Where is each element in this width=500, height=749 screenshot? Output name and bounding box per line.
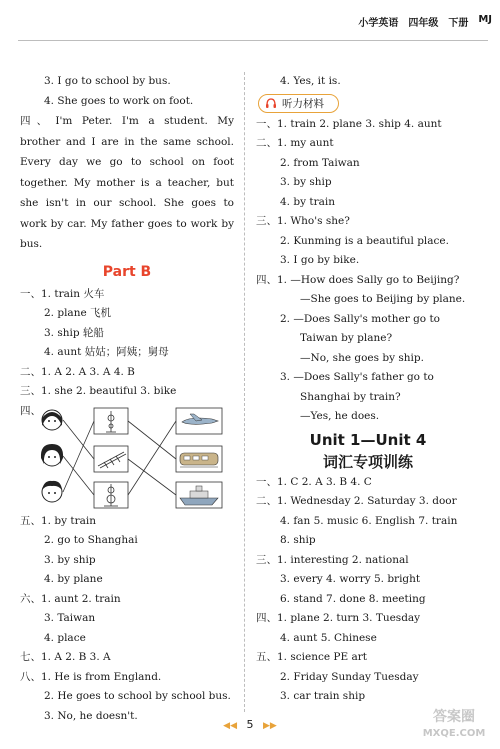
answer-line: 七、1. A 2. B 3. A [20,651,111,663]
passage-text: I'm Peter. I'm a student. My brother and I are in the same school. Every day we go to school on foot together. My mother is a teacher, but she isn't in our school. She goes to work by car. My father goes to work by bus. [20,115,234,250]
answer-line: 二、1. Wednesday 2. Saturday 3. door [256,495,457,507]
matching-svg [20,402,234,512]
answer-line: 4. Yes, it is. [280,75,341,87]
answer-line: 五、1. by train [20,514,96,527]
answer-line: 4. She goes to work on foot. [44,94,194,107]
prev-arrows-icon: ◀◀ [223,721,237,731]
answer-line: 4. fan 5. music 6. English 7. train [280,514,458,527]
boy-face-icon [42,480,62,501]
answer-line: 四、1. —How does Sally go to Beijing? [256,273,460,286]
answer-line: 2. Kunming is a beautiful place. [280,234,449,247]
answer-line: 一、1. train 2. plane 3. ship 4. aunt [256,117,442,130]
answer-line: 2. —Does Sally's mother go to [280,312,441,325]
answer-line: 二、1. my aunt [256,137,334,149]
header-subject: 小学英语 [358,18,399,29]
answer-line: 3. ship 轮船 [44,326,104,339]
answer-line: 8. ship [280,534,316,546]
answer-line: 一、1. train 火车 [20,287,105,300]
answer-line: 2. go to Shanghai [44,534,138,546]
header-bar [358,14,492,29]
answer-line: 4. by plane [44,573,103,585]
watermark-line1: 答案圈 [433,709,475,725]
answer-line: 3. by ship [44,553,96,566]
answer-line: —She goes to Beijing by plane. [300,293,466,305]
train-icon [180,453,218,467]
answer-line: 三、1. Who's she? [256,215,350,227]
answer-line: 3. I go by bike. [280,254,360,266]
answer-line: 6. stand 7. done 8. meeting [280,592,426,605]
answer-line: 3. Taiwan [44,612,96,624]
header-volume: 下册 [448,18,469,29]
answer-line: 3. by ship [280,176,332,188]
section-label: 四、 [20,404,41,417]
header-edition: MJ [478,14,492,25]
answer-line: 2. from Taiwan [280,156,360,169]
answer-line: 2. plane 飞机 [44,307,112,319]
answer-line: —No, she goes by ship. [300,351,424,364]
answer-line: 3. car train ship [280,690,366,702]
page-header [0,0,500,44]
answer-line: Shanghai by train? [300,390,401,403]
matching-figure [20,402,234,512]
answer-line: 八、1. He is from England. [20,670,162,683]
watermark-logo [418,705,490,741]
page-number: 5 [246,718,254,731]
girl-face-icon [42,410,62,430]
unit-title: Unit 1—Unit 4 [309,430,427,449]
woman-face-icon [41,444,63,466]
listening-material-tab [258,94,339,113]
header-grade: 四年级 [408,18,439,29]
left-column [20,72,234,726]
answer-line: 二、1. A 2. A 3. A 4. B [20,365,135,378]
right-column [256,72,480,707]
answer-line: 2. He goes to school by school bus. [44,690,231,702]
section-label: 四、 [20,115,54,127]
answer-line: 2. Friday Sunday Tuesday [280,670,419,683]
answer-line: 三、1. interesting 2. national [256,553,409,566]
answer-line: —Yes, he does. [300,410,380,422]
answer-line: 4. aunt 5. Chinese [280,631,377,644]
answer-line: Taiwan by plane? [300,332,393,344]
header-rule [18,40,488,41]
passage-answer [20,111,234,255]
answer-line: 3. every 4. worry 5. bright [280,573,421,585]
answer-line: 六、1. aunt 2. train [20,592,121,605]
answer-line: 4. aunt 姑姑；阿姨；舅母 [44,346,169,358]
answer-line: 一、1. C 2. A 3. B 4. C [256,475,372,488]
watermark-line2: MXQE.COM [422,728,486,739]
unit-subtitle: 词汇专项训练 [322,452,413,471]
part-b-title: Part B [102,263,152,280]
column-divider [244,72,246,712]
answer-line: 4. place [44,631,86,644]
listening-material-label: 听力材料 [282,97,324,110]
answer-line: 三、1. she 2. beautiful 3. bike [20,385,177,397]
answer-line: 3. I go to school by bus. [44,75,171,87]
next-arrows-icon: ▶▶ [263,721,277,731]
answer-line: 4. by train [280,195,335,208]
answer-line: 四、1. plane 2. turn 3. Tuesday [256,612,421,624]
headphones-icon [265,97,277,109]
answer-line: 3. No, he doesn't. [44,709,138,722]
answer-line: 五、1. science PE art [256,651,367,663]
answer-line: 3. —Does Sally's father go to [280,371,434,383]
